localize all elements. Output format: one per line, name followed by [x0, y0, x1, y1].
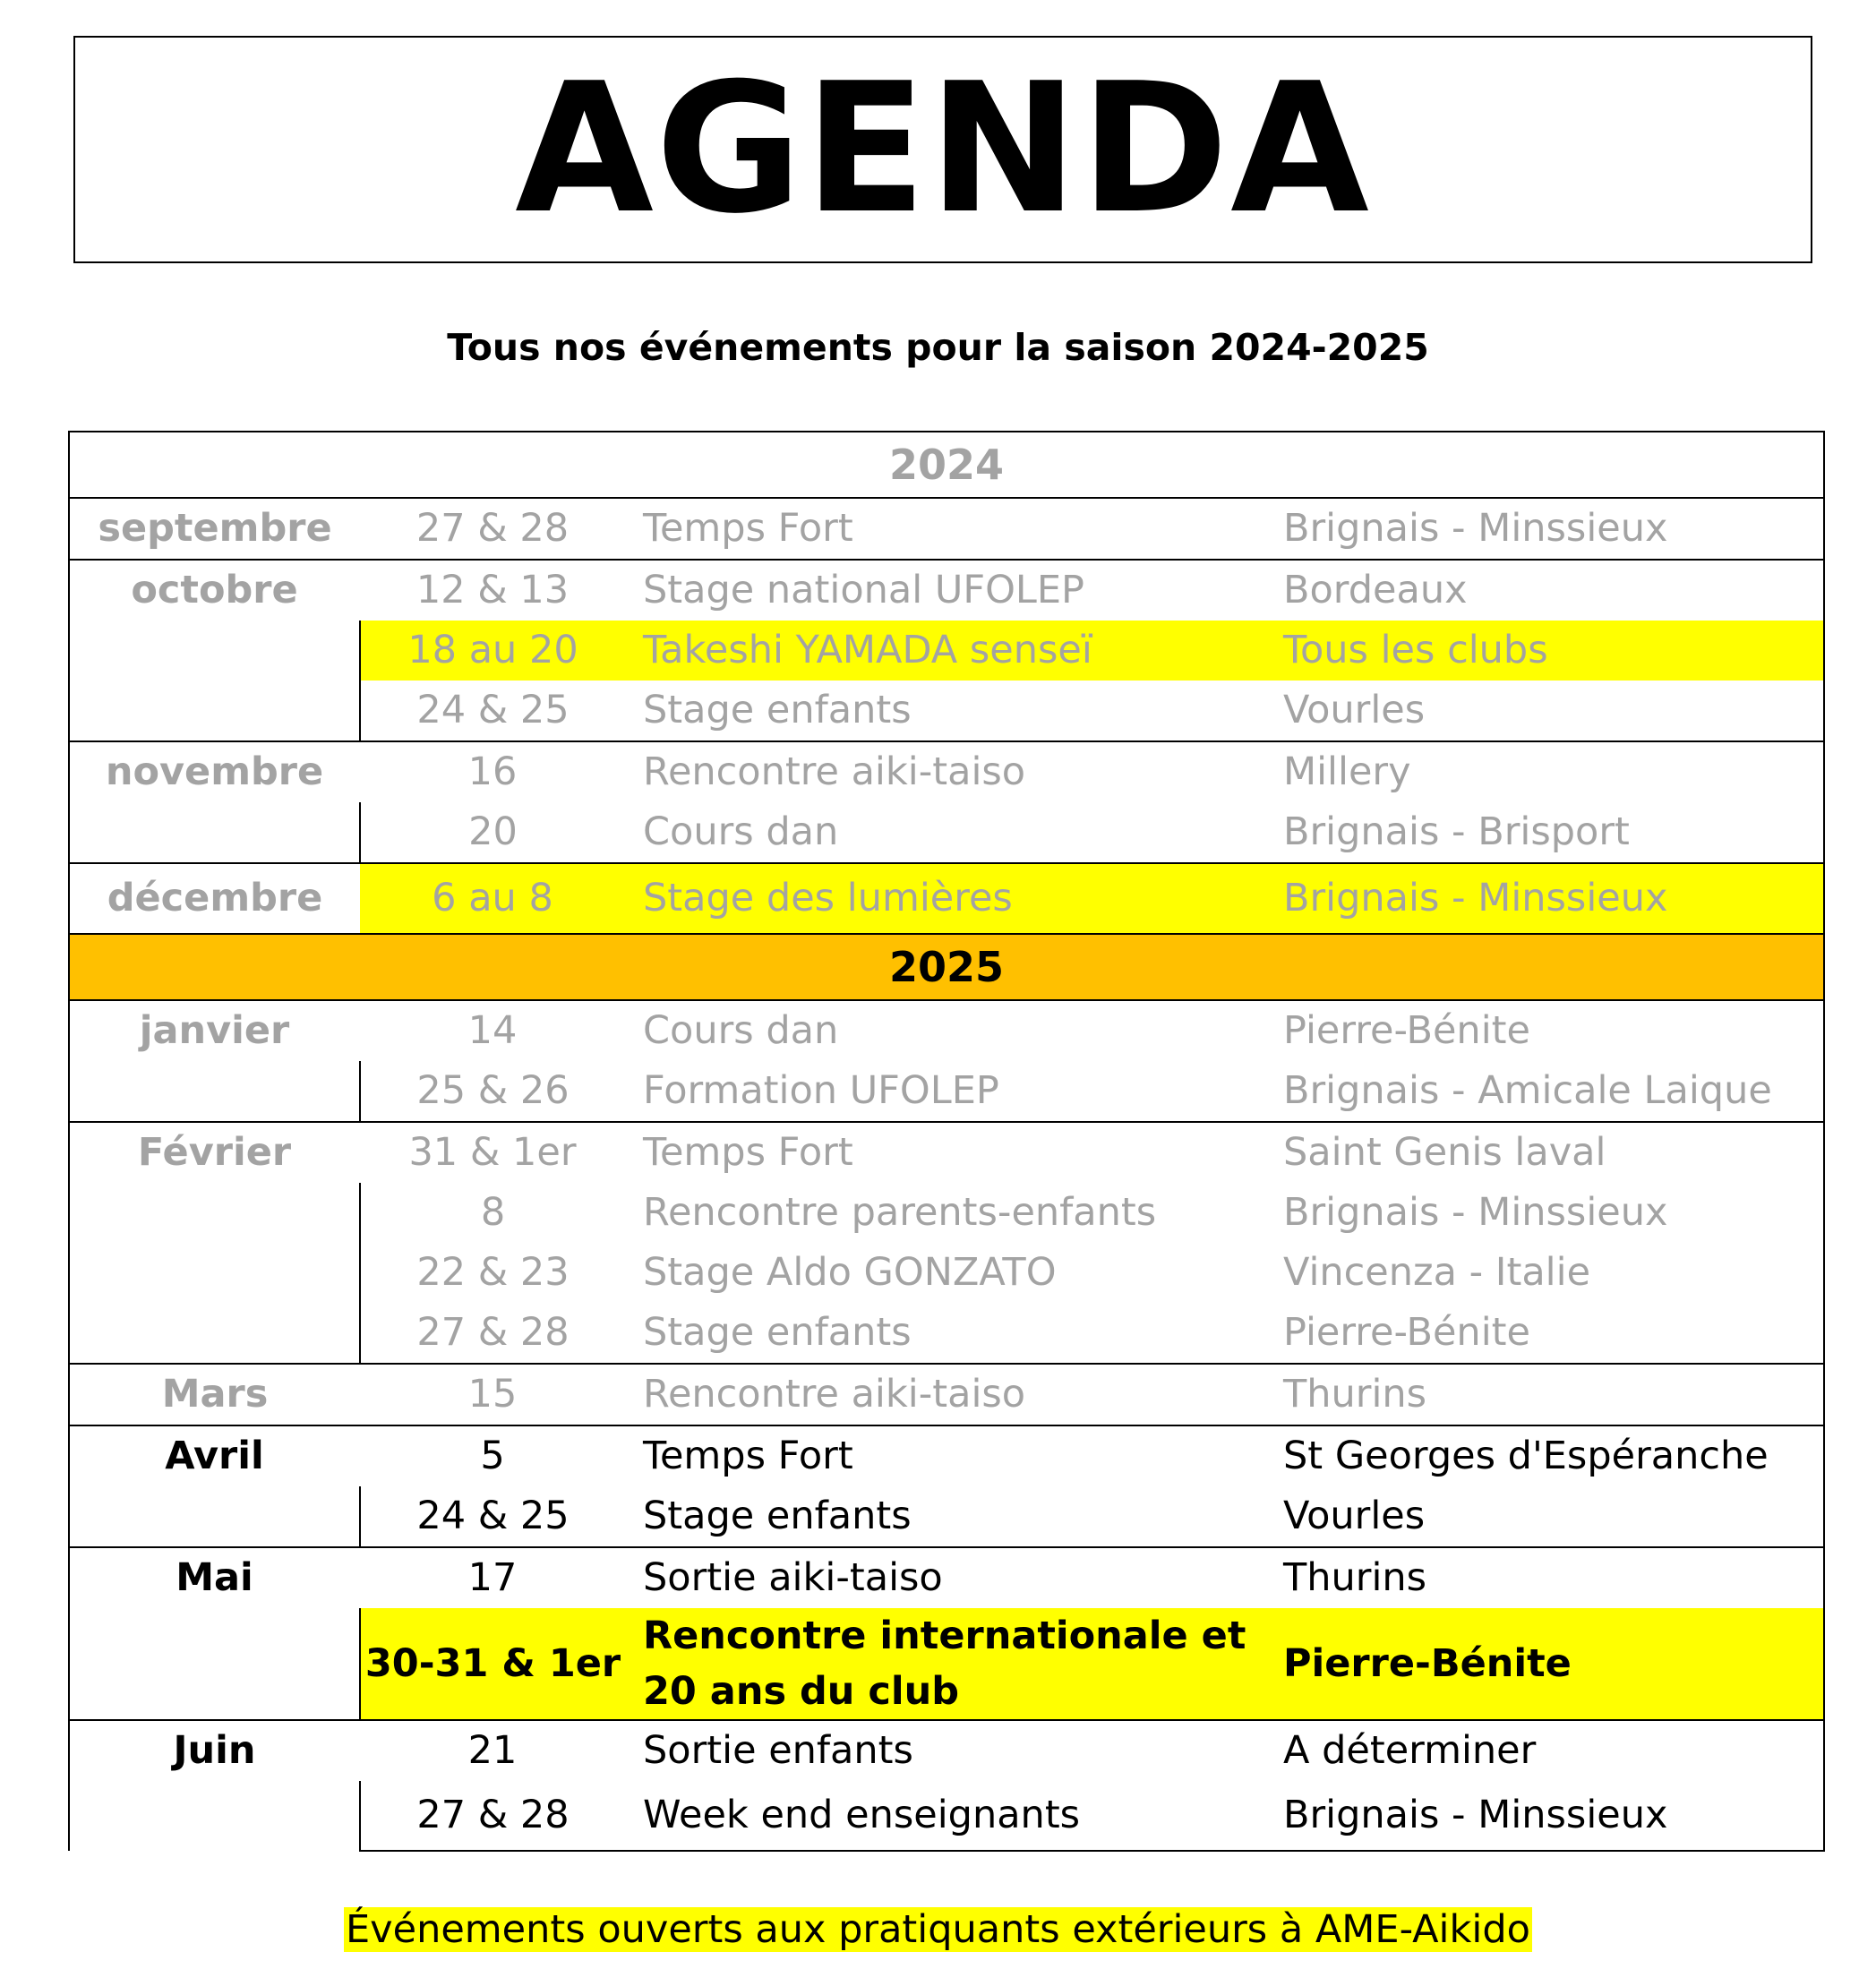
event-date: 5: [360, 1425, 625, 1486]
month-label: Avril: [69, 1425, 360, 1547]
month-label: Juin: [69, 1720, 360, 1851]
event-date: 6 au 8: [360, 863, 625, 934]
event-title: Cours dan: [625, 1000, 1265, 1061]
event-title: Stage enfants: [625, 1486, 1265, 1547]
event-date: 12 & 13: [360, 560, 625, 621]
agenda-row: [69, 863, 1824, 934]
page-subtitle: Tous nos événements pour la saison 2024-2025: [447, 326, 1429, 369]
event-place: Vourles: [1265, 681, 1824, 741]
event-date: 22 & 23: [360, 1243, 625, 1303]
month-label: décembre: [69, 863, 360, 934]
year-label: 2024: [69, 432, 1824, 498]
agenda-row: [69, 498, 1824, 560]
event-date: 31 & 1er: [360, 1122, 625, 1183]
event-place: A déterminer: [1265, 1720, 1824, 1781]
event-title: Takeshi YAMADA senseï: [625, 621, 1265, 681]
agenda-row: [69, 1425, 1824, 1486]
event-title: Stage national UFOLEP: [625, 560, 1265, 621]
event-place: Pierre-Bénite: [1265, 1303, 1824, 1364]
event-place: Pierre-Bénite: [1265, 1000, 1824, 1061]
event-date: 30-31 & 1er: [360, 1608, 625, 1720]
event-place: Brignais - Minssieux: [1265, 863, 1824, 934]
event-title: Week end enseignants: [625, 1781, 1265, 1851]
event-place: Saint Genis laval: [1265, 1122, 1824, 1183]
event-title: Stage Aldo GONZATO: [643, 1250, 1057, 1295]
month-label: janvier: [69, 1000, 360, 1122]
event-place: Brignais - Brisport: [1265, 802, 1824, 863]
agenda-row: [69, 1000, 1824, 1061]
event-place: Brignais - Minssieux: [1265, 1183, 1824, 1243]
event-date: 8: [360, 1183, 625, 1243]
month-label: octobre: [69, 560, 360, 741]
event-date: 15: [360, 1364, 625, 1425]
year-label: 2025: [69, 934, 1824, 1000]
event-place: Vincenza - Italie: [1265, 1243, 1824, 1303]
event-place: Tous les clubs: [1265, 621, 1824, 681]
event-title: Rencontre aiki-taiso: [625, 1364, 1265, 1425]
event-title: Rencontre parents-enfants: [643, 1190, 1157, 1235]
event-title: Temps Fort: [625, 498, 1265, 560]
event-title: Rencontre aiki-taiso: [625, 741, 1265, 802]
event-place: St Georges d'Espéranche: [1265, 1425, 1824, 1486]
event-date: 18 au 20: [360, 621, 625, 681]
event-title: Sortie enfants: [625, 1720, 1265, 1781]
agenda-row: [69, 1720, 1824, 1781]
event-title: Rencontre internationale et 20 ans du club: [625, 1608, 1265, 1720]
month-label: novembre: [69, 741, 360, 863]
event-place: Thurins: [1265, 1547, 1824, 1608]
legend-highlight-text: Événements ouverts aux pratiquants extérieurs à AME-Aikido: [346, 1907, 1530, 1952]
month-label: septembre: [69, 498, 360, 560]
event-place: Brignais - Minssieux: [1265, 1781, 1824, 1851]
agenda-table: [68, 431, 1825, 1852]
event-title: Cours dan: [625, 802, 1265, 863]
legend-footnote: [0, 1904, 1876, 1956]
event-place: Pierre-Bénite: [1265, 1608, 1824, 1720]
event-date: 20: [360, 802, 625, 863]
event-place: Brignais - Minssieux: [1265, 498, 1824, 560]
event-title: Formation UFOLEP: [625, 1061, 1265, 1122]
event-date: 27 & 28: [360, 1303, 625, 1364]
event-place: Vourles: [1265, 1486, 1824, 1547]
event-date: 21: [360, 1720, 625, 1781]
event-title: Stage enfants: [625, 681, 1265, 741]
title-box: [73, 36, 1812, 263]
event-title: Temps Fort: [625, 1122, 1265, 1183]
year-row-2025: [69, 934, 1824, 1000]
event-title: Sortie aiki-taiso: [625, 1547, 1265, 1608]
month-label: Mars: [69, 1364, 360, 1425]
event-date: 14: [360, 1000, 625, 1061]
event-place: Thurins: [1265, 1364, 1824, 1425]
event-date: 16: [360, 741, 625, 802]
event-date: 27 & 28: [360, 498, 625, 560]
agenda-row: [69, 1547, 1824, 1608]
agenda-row: [69, 560, 1824, 621]
month-label: Mai: [69, 1547, 360, 1720]
event-date: 17: [360, 1547, 625, 1608]
event-date: 24 & 25: [360, 1486, 625, 1547]
event-place: Millery: [1265, 741, 1824, 802]
month-label: Février: [69, 1122, 360, 1364]
agenda-row: [69, 1364, 1824, 1425]
agenda-row: [69, 741, 1824, 802]
event-date: 27 & 28: [360, 1781, 625, 1851]
event-title: Stage enfants: [625, 1303, 1265, 1364]
agenda-row: [69, 1122, 1824, 1183]
event-place: Brignais - Amicale Laique: [1265, 1061, 1824, 1122]
year-row-2024: [69, 432, 1824, 498]
event-place: Bordeaux: [1265, 560, 1824, 621]
event-title: Stage des lumières: [625, 863, 1265, 934]
event-date: 25 & 26: [360, 1061, 625, 1122]
event-date: 24 & 25: [360, 681, 625, 741]
page-title: AGENDA: [515, 45, 1371, 253]
event-title: Temps Fort: [625, 1425, 1265, 1486]
